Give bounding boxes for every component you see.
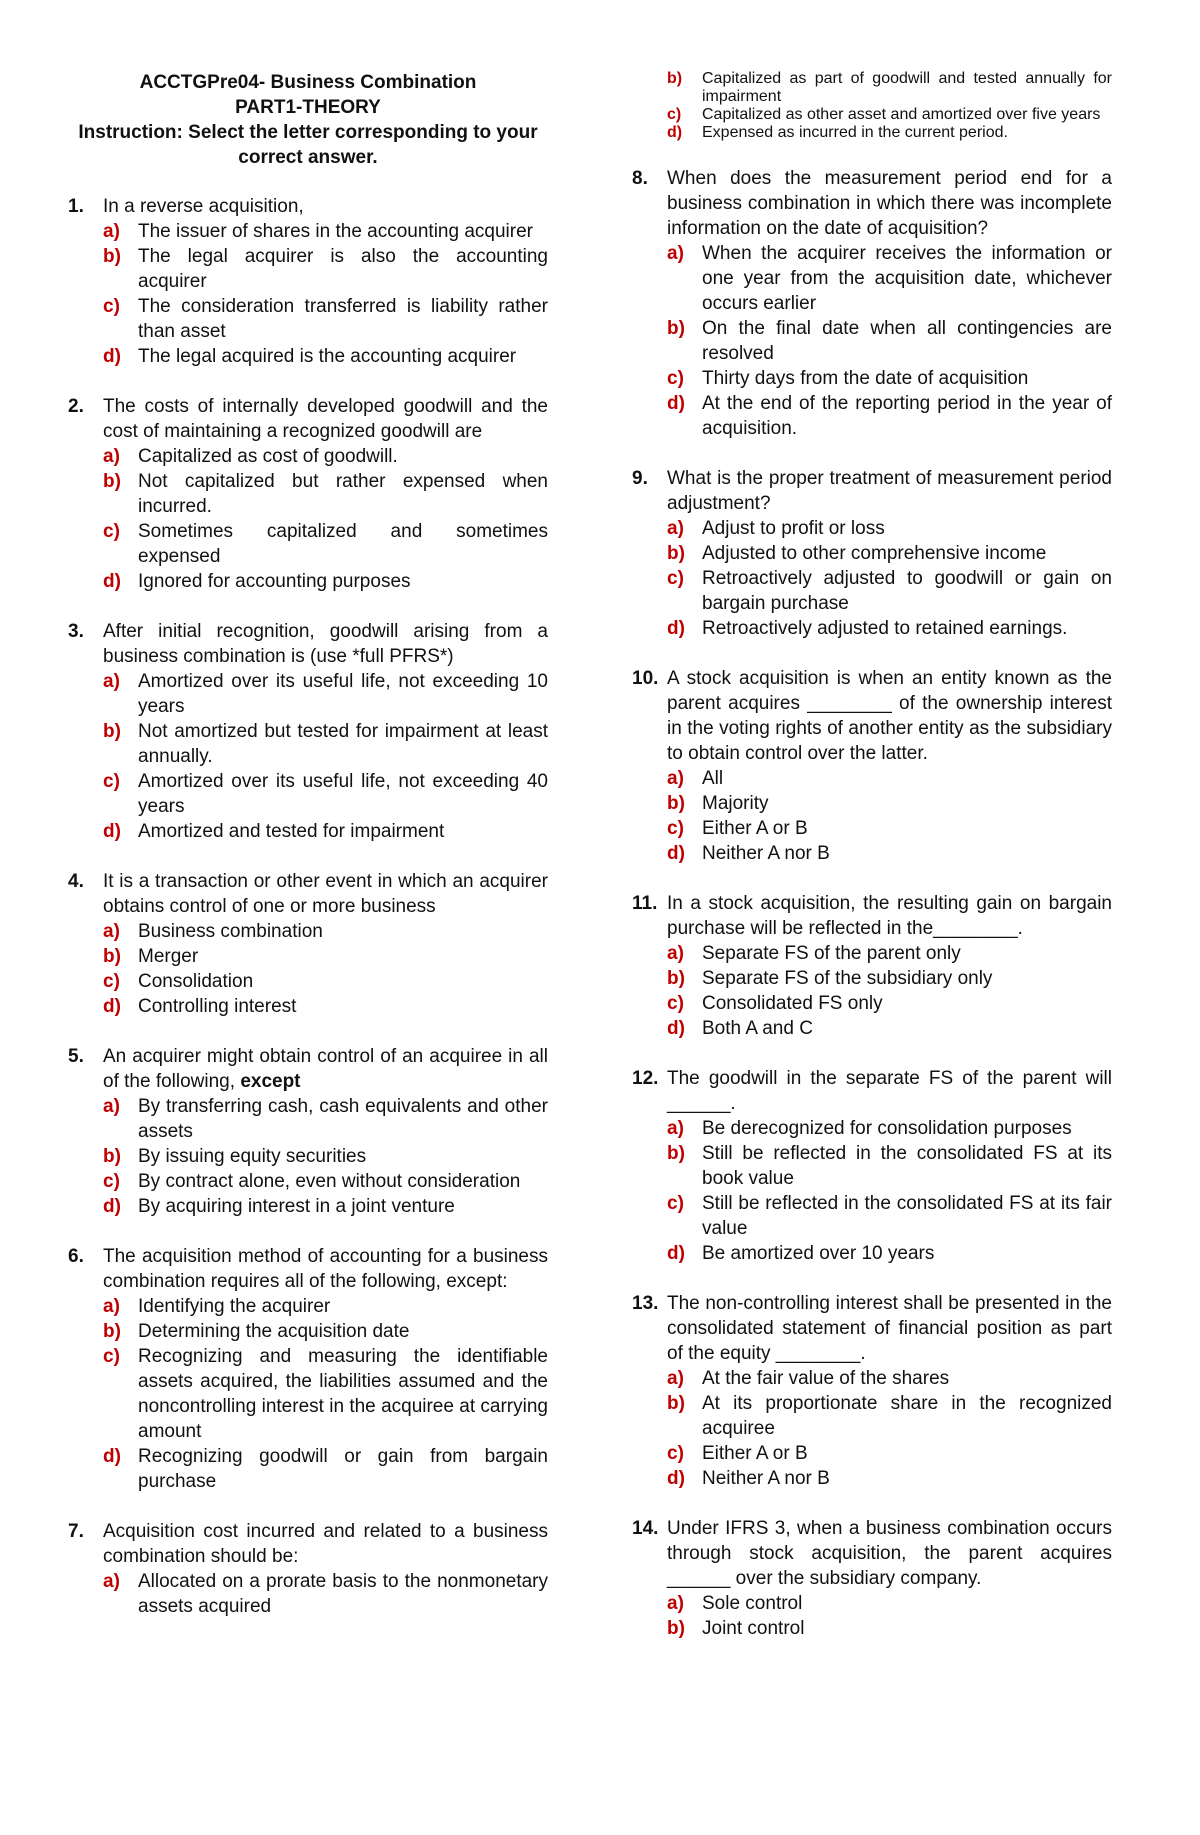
option-text: Capitalized as part of goodwill and tested annually for impairment	[702, 70, 1112, 105]
answer-option	[103, 1319, 548, 1344]
answer-option	[103, 944, 548, 969]
answer-option	[667, 1241, 1112, 1266]
option-letter: d)	[103, 1446, 121, 1467]
option-letter: b)	[667, 1143, 685, 1164]
answer-option	[103, 769, 548, 819]
option-text: Ignored for accounting purposes	[138, 571, 411, 592]
answer-option	[103, 244, 548, 294]
option-letter: b)	[103, 721, 121, 742]
answer-option	[667, 1616, 1112, 1641]
answer-option	[667, 241, 1112, 316]
option-text: The consideration transferred is liability rather than asset	[138, 296, 548, 342]
question-text	[667, 166, 1112, 241]
option-text: Determining the acquisition date	[138, 1321, 410, 1342]
option-text: Business combination	[138, 921, 323, 942]
option-letter: a)	[667, 943, 684, 964]
option-text: Be amortized over 10 years	[702, 1243, 935, 1264]
question-text	[103, 1044, 548, 1094]
question-text-body: The costs of internally developed goodwill and the cost of maintaining a recognized goodwill are	[103, 396, 548, 442]
option-text: Either A or B	[702, 818, 808, 839]
answer-option	[103, 1144, 548, 1169]
option-text: Neither A nor B	[702, 843, 830, 864]
question-number: 14.	[632, 1518, 659, 1539]
question-number: 2.	[68, 396, 84, 417]
answer-option	[667, 366, 1112, 391]
option-text: Retroactively adjusted to retained earnings.	[702, 618, 1068, 639]
question-text	[667, 1291, 1112, 1366]
option-text: Majority	[702, 793, 769, 814]
question-number: 7.	[68, 1521, 84, 1542]
option-letter: d)	[667, 618, 685, 639]
option-text: Consolidated FS only	[702, 993, 883, 1014]
option-text: Recognizing goodwill or gain from bargain purchase	[138, 1446, 548, 1492]
option-text: Controlling interest	[138, 996, 297, 1017]
question-stem	[68, 869, 548, 919]
question-number: 4.	[68, 871, 84, 892]
option-text: At the fair value of the shares	[702, 1368, 950, 1389]
question-text-body: What is the proper treatment of measurement period adjustment?	[667, 468, 1112, 514]
answer-option	[667, 941, 1112, 966]
option-letter: d)	[667, 1468, 685, 1489]
option-letter: c)	[103, 296, 120, 317]
option-letter: c)	[667, 1193, 684, 1214]
question	[632, 1516, 1112, 1641]
answer-option	[103, 469, 548, 519]
option-text: Neither A nor B	[702, 1468, 830, 1489]
option-letter: b)	[667, 1393, 685, 1414]
option-text: Thirty days from the date of acquisition	[702, 368, 1029, 389]
option-text: Capitalized as other asset and amortized over five years	[702, 106, 1101, 123]
answer-option	[103, 919, 548, 944]
option-letter: b)	[103, 246, 121, 267]
option-letter: a)	[103, 1296, 120, 1317]
question-text-body: In a stock acquisition, the resulting gain on bargain purchase will be reflected in the________.	[667, 893, 1112, 939]
option-b	[667, 70, 1112, 106]
answer-option	[103, 994, 548, 1019]
option-text: Allocated on a prorate basis to the nonmonetary assets acquired	[138, 1571, 548, 1617]
question-text-body: Acquisition cost incurred and related to a business combination should be:	[103, 1521, 548, 1567]
answer-option	[103, 444, 548, 469]
answer-option	[667, 1116, 1112, 1141]
option-letter: a)	[667, 1593, 684, 1614]
question-stem	[68, 1044, 548, 1094]
left-column	[68, 70, 548, 1644]
answer-option	[667, 391, 1112, 441]
answer-option	[667, 566, 1112, 616]
option-letter: a)	[103, 221, 120, 242]
question-text	[103, 1244, 548, 1294]
option-text: At the end of the reporting period in the year of acquisition.	[702, 393, 1112, 439]
option-letter: b)	[103, 471, 121, 492]
option-letter: c)	[667, 568, 684, 589]
answer-option	[667, 616, 1112, 641]
option-text: The legal acquirer is also the accounting acquirer	[138, 246, 548, 292]
answer-option	[667, 816, 1112, 841]
option-letter: d)	[103, 1196, 121, 1217]
question	[632, 466, 1112, 641]
question-text	[667, 891, 1112, 941]
question	[632, 1291, 1112, 1491]
option-letter: c)	[103, 521, 120, 542]
answer-option	[667, 1191, 1112, 1241]
answer-option	[667, 1141, 1112, 1191]
question	[632, 891, 1112, 1041]
question	[68, 1044, 548, 1219]
answer-option	[103, 519, 548, 569]
answer-option	[667, 841, 1112, 866]
answer-option	[103, 719, 548, 769]
option-letter: a)	[667, 1368, 684, 1389]
option-text: All	[702, 768, 724, 789]
question-text	[667, 1066, 1112, 1116]
question-stem	[632, 891, 1112, 941]
question-stem	[632, 166, 1112, 241]
question-text-body: The goodwill in the separate FS of the parent will ______.	[667, 1068, 1112, 1114]
question-text	[103, 1519, 548, 1569]
question	[68, 1244, 548, 1494]
exam-title: ACCTGPre04- Business Combination	[139, 72, 477, 93]
answer-option	[667, 1366, 1112, 1391]
question-text-body: Under IFRS 3, when a business combination occurs through stock acquisition, the parent acquires ______ over the subsidiary company.	[667, 1518, 1112, 1589]
question-number: 1.	[68, 196, 84, 217]
option-text: Be derecognized for consolidation purposes	[702, 1118, 1072, 1139]
answer-option	[103, 344, 548, 369]
question	[68, 869, 548, 1019]
option-text: When the acquirer receives the information or one year from the acquisition date, whichever occurs earlier	[702, 243, 1112, 314]
answer-option	[667, 1591, 1112, 1616]
option-letter: b)	[667, 968, 685, 989]
option-letter: c)	[667, 1443, 684, 1464]
answer-option	[667, 991, 1112, 1016]
option-letter: c)	[667, 368, 684, 389]
option-letter: d)	[103, 821, 121, 842]
option-text: Amortized over its useful life, not exceeding 10 years	[138, 671, 548, 717]
option-text: On the final date when all contingencies are resolved	[702, 318, 1112, 364]
option-letter: a)	[103, 446, 120, 467]
question-number: 9.	[632, 468, 648, 489]
option-letter: a)	[667, 518, 684, 539]
question-7-continued	[632, 70, 1112, 142]
question	[68, 394, 548, 594]
question-text	[667, 466, 1112, 516]
question-number: 8.	[632, 168, 648, 189]
option-text: By acquiring interest in a joint venture	[138, 1196, 455, 1217]
option-c	[667, 106, 1112, 124]
option-text: Not capitalized but rather expensed when incurred.	[138, 471, 548, 517]
option-text: The legal acquired is the accounting acquirer	[138, 346, 517, 367]
question-number: 6.	[68, 1246, 84, 1267]
question	[68, 1519, 548, 1619]
option-text: By issuing equity securities	[138, 1146, 367, 1167]
option-text: Expensed as incurred in the current period.	[702, 124, 1008, 141]
question-text-body: When does the measurement period end for a business combination in which there was incomplete information on the date of acquisition?	[667, 168, 1112, 239]
option-letter: a)	[103, 1571, 120, 1592]
question-stem	[632, 1291, 1112, 1366]
option-letter: d)	[667, 1018, 685, 1039]
option-letter: b)	[103, 1146, 121, 1167]
option-text: Recognizing and measuring the identifiable assets acquired, the liabilities assumed and the noncontrolling interest in the acquiree at carrying amount	[138, 1346, 548, 1442]
option-letter: c)	[103, 1346, 120, 1367]
answer-option	[667, 541, 1112, 566]
option-letter: d)	[667, 124, 683, 141]
option-letter: b)	[103, 1321, 121, 1342]
question-stem	[632, 466, 1112, 516]
question-number: 13.	[632, 1293, 659, 1314]
option-text: Adjust to profit or loss	[702, 518, 885, 539]
option-letter: b)	[667, 793, 685, 814]
option-text: By transferring cash, cash equivalents and other assets	[138, 1096, 548, 1142]
question-list-right	[632, 166, 1112, 1641]
answer-option	[667, 966, 1112, 991]
question-text	[103, 194, 548, 219]
option-letter: c)	[103, 971, 120, 992]
question-emphasis: except	[240, 1071, 301, 1092]
answer-option	[667, 1016, 1112, 1041]
question-number: 5.	[68, 1046, 84, 1067]
option-letter: a)	[667, 768, 684, 789]
question-number: 3.	[68, 621, 84, 642]
question-text	[103, 394, 548, 444]
option-text: Still be reflected in the consolidated FS at its fair value	[702, 1193, 1112, 1239]
option-letter: d)	[667, 1243, 685, 1264]
option-text: Amortized and tested for impairment	[138, 821, 445, 842]
answer-option	[103, 569, 548, 594]
option-text: Separate FS of the subsidiary only	[702, 968, 993, 989]
question-stem	[68, 394, 548, 444]
option-letter: a)	[667, 243, 684, 264]
option-text: Adjusted to other comprehensive income	[702, 543, 1047, 564]
answer-option	[103, 669, 548, 719]
question-stem	[632, 666, 1112, 766]
question-stem	[68, 1519, 548, 1569]
question-text-body: After initial recognition, goodwill arising from a business combination is (use *full PFRS*)	[103, 621, 548, 667]
answer-option	[103, 1169, 548, 1194]
answer-option	[103, 1294, 548, 1319]
question-number: 11.	[632, 893, 658, 914]
option-text: Separate FS of the parent only	[702, 943, 961, 964]
question-text-body: The acquisition method of accounting for a business combination requires all of the following, except:	[103, 1246, 548, 1292]
question-list-left	[68, 194, 548, 1619]
answer-option	[103, 294, 548, 344]
option-letter: a)	[103, 671, 120, 692]
option-letter: a)	[103, 921, 120, 942]
option-text: Sole control	[702, 1593, 803, 1614]
question	[632, 1066, 1112, 1266]
answer-option	[667, 1466, 1112, 1491]
option-text: Retroactively adjusted to goodwill or gain on bargain purchase	[702, 568, 1112, 614]
option-letter: b)	[103, 946, 121, 967]
option-text: Sometimes capitalized and sometimes expensed	[138, 521, 548, 567]
option-letter: b)	[667, 543, 685, 564]
option-text: By contract alone, even without consideration	[138, 1171, 521, 1192]
option-letter: d)	[103, 996, 121, 1017]
question-text-body: The non-controlling interest shall be presented in the consolidated statement of financial position as part of the equity ________.	[667, 1293, 1112, 1364]
question-text	[103, 619, 548, 669]
option-text: Capitalized as cost of goodwill.	[138, 446, 398, 467]
answer-option	[103, 969, 548, 994]
answer-option	[103, 1444, 548, 1494]
option-letter: c)	[667, 818, 684, 839]
answer-option	[103, 819, 548, 844]
question	[68, 194, 548, 369]
option-letter: c)	[667, 993, 684, 1014]
question-text-body: An acquirer might obtain control of an acquiree in all of the following,	[103, 1046, 548, 1092]
option-letter: b)	[667, 318, 685, 339]
option-letter: d)	[667, 393, 685, 414]
answer-option	[667, 766, 1112, 791]
answer-option	[667, 316, 1112, 366]
option-text: The issuer of shares in the accounting acquirer	[138, 221, 533, 242]
question	[632, 166, 1112, 441]
answer-option	[103, 1194, 548, 1219]
option-text: Merger	[138, 946, 199, 967]
question-stem	[68, 1244, 548, 1294]
question-stem	[632, 1516, 1112, 1591]
option-d	[667, 124, 1112, 142]
question	[68, 619, 548, 844]
option-letter: b)	[667, 70, 683, 87]
question-text-body: A stock acquisition is when an entity known as the parent acquires ________ of the ownership interest in the voting rights of another entity as the subsidiary to obtain control over the latter.	[667, 668, 1112, 764]
question	[632, 666, 1112, 866]
question-text-body: It is a transaction or other event in which an acquirer obtains control of one or more business	[103, 871, 548, 917]
question-stem	[68, 194, 548, 219]
option-text: Both A and C	[702, 1018, 813, 1039]
option-letter: d)	[103, 571, 121, 592]
option-letter: c)	[103, 1171, 120, 1192]
answer-option	[103, 1569, 548, 1619]
option-letter: c)	[667, 106, 682, 123]
instruction-text: Instruction: Select the letter corresponding to your correct answer.	[78, 122, 538, 168]
option-letter: a)	[667, 1118, 684, 1139]
question-text	[667, 666, 1112, 766]
answer-option	[103, 219, 548, 244]
right-column	[632, 70, 1112, 1666]
part-heading: PART1-THEORY	[235, 97, 381, 118]
answer-option	[667, 1391, 1112, 1441]
answer-option	[103, 1344, 548, 1444]
question-number: 12.	[632, 1068, 659, 1089]
answer-option	[667, 516, 1112, 541]
option-text: Identifying the acquirer	[138, 1296, 331, 1317]
answer-option	[667, 791, 1112, 816]
answer-option	[667, 1441, 1112, 1466]
option-text: Consolidation	[138, 971, 254, 992]
option-letter: c)	[103, 771, 120, 792]
question-stem	[68, 619, 548, 669]
option-text: At its proportionate share in the recognized acquiree	[702, 1393, 1112, 1439]
question-text	[103, 869, 548, 919]
option-text: Still be reflected in the consolidated FS at its book value	[702, 1143, 1112, 1189]
question-text-body: In a reverse acquisition,	[103, 196, 304, 217]
option-text: Joint control	[702, 1618, 805, 1639]
question-stem	[632, 1066, 1112, 1116]
option-letter: a)	[103, 1096, 120, 1117]
option-text: Amortized over its useful life, not exceeding 40 years	[138, 771, 548, 817]
option-text: Either A or B	[702, 1443, 808, 1464]
option-text: Not amortized but tested for impairment at least annually.	[138, 721, 548, 767]
answer-option	[103, 1094, 548, 1144]
option-letter: d)	[667, 843, 685, 864]
question-text	[667, 1516, 1112, 1591]
question-number: 10.	[632, 668, 659, 689]
option-letter: b)	[667, 1618, 685, 1639]
option-letter: d)	[103, 346, 121, 367]
